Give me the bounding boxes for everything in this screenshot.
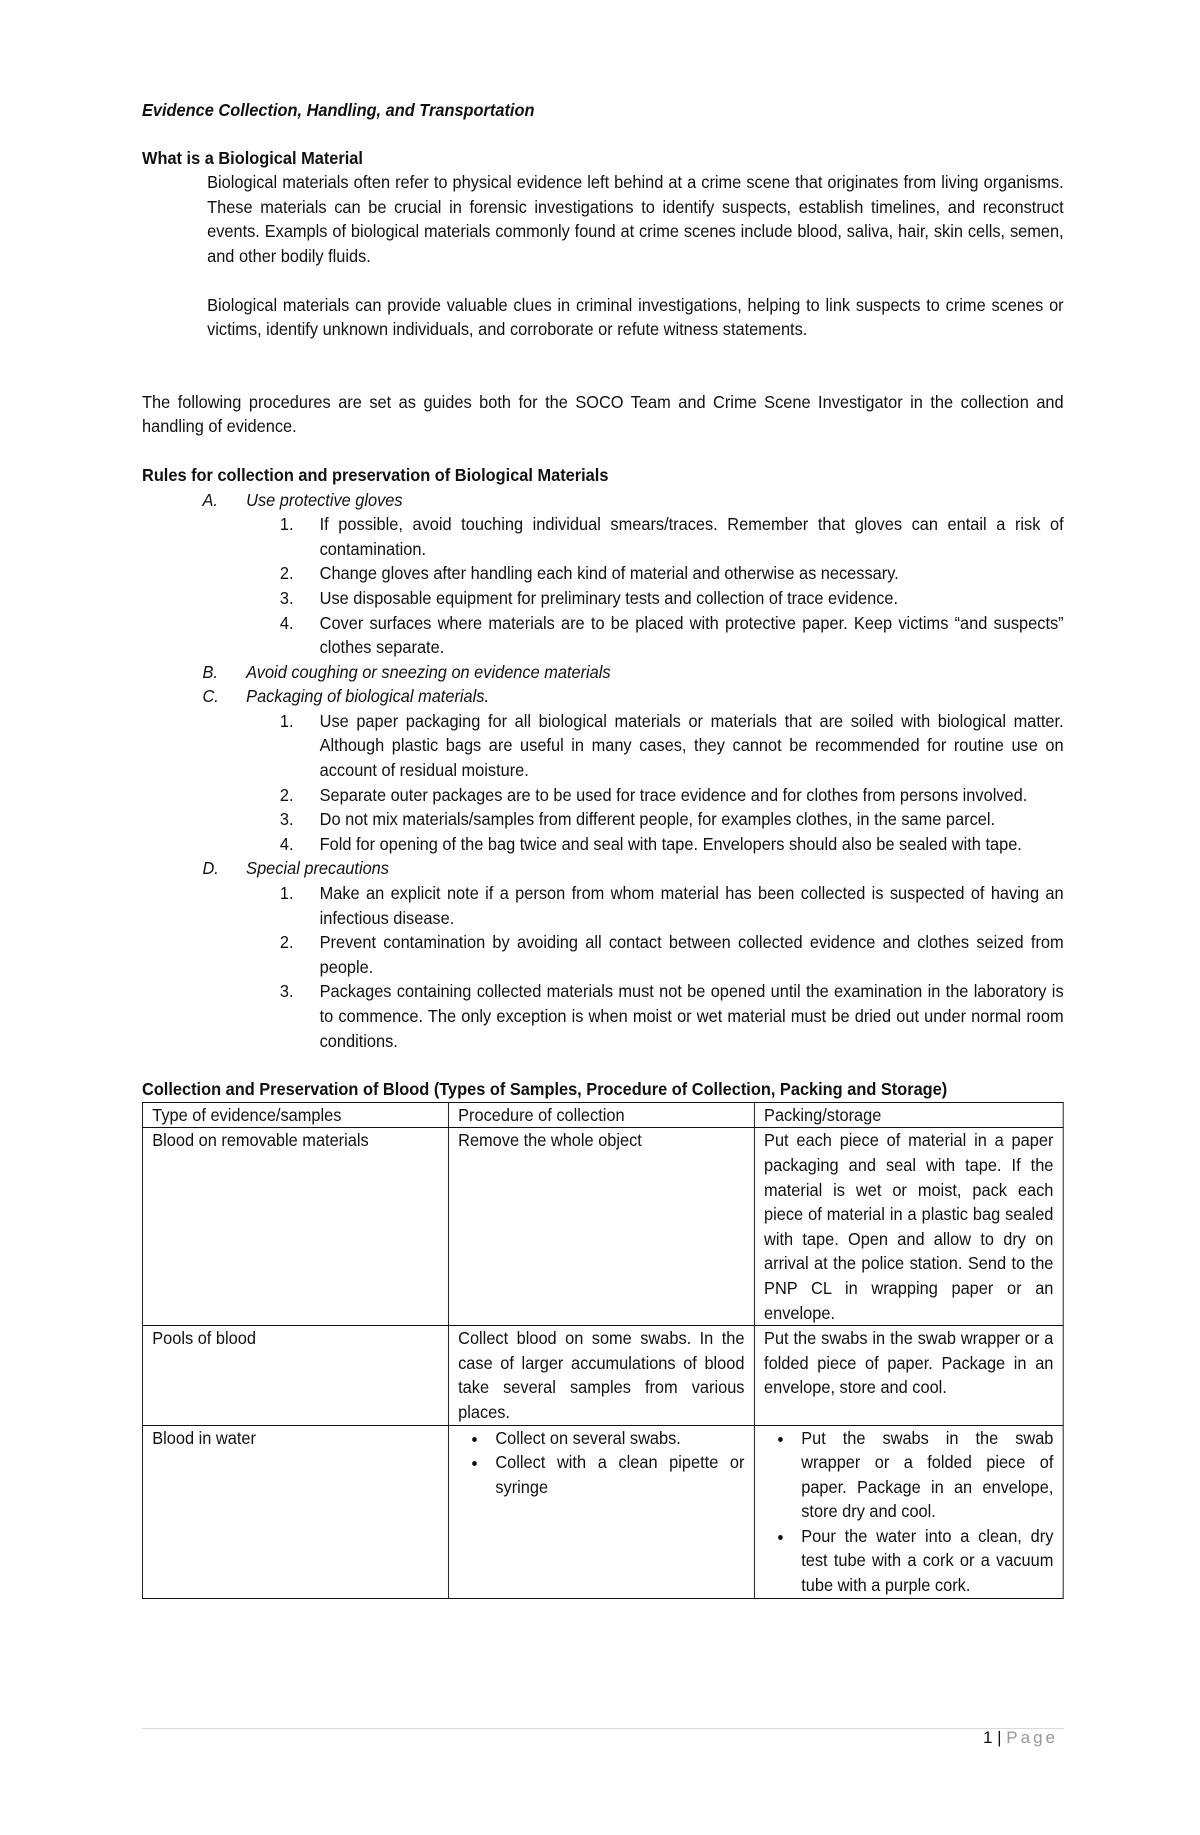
list-item: 4. Fold for opening of the bag twice and seal with tape. Envelopers should also be sealed with tape.	[279, 833, 1022, 854]
table-cell: Blood in water	[142, 1425, 448, 1598]
section-heading-biological-material: What is a Biological Material	[142, 147, 363, 168]
list-item: 1. If possible, avoid touching individual smears/traces. Remember that gloves can entail a risk of contamination.	[279, 514, 1064, 559]
column-header: Type of evidence/samples	[142, 1102, 448, 1128]
footer-separator: |	[997, 1728, 1002, 1747]
table-cell: Collect blood on some swabs. In the case of larger accumulations of blood take several samples from various places.	[448, 1326, 754, 1425]
table-title: Collection and Preservation of Blood (Types of Samples, Procedure of Collection, Packing and Storage)	[142, 1079, 948, 1100]
footer-divider	[142, 1728, 1064, 1729]
rule-B	[202, 660, 1063, 685]
page-number: 1	[982, 1728, 993, 1747]
page-footer	[983, 1728, 1058, 1748]
table-cell	[754, 1425, 1063, 1598]
list-item: 3. Packages containing collected materials must not be opened until the examination in the laboratory is to commence. The only exception is when moist or wet material must be dried out under normal room conditions.	[279, 981, 1064, 1051]
rule-label: C.	[202, 686, 219, 707]
table-cell	[448, 1425, 754, 1598]
list-item: • Collect with a clean pipette or syringe	[488, 1450, 745, 1499]
rules-section	[142, 463, 1064, 1053]
document-body	[142, 98, 1064, 1599]
table-cell: Remove the whole object	[448, 1128, 754, 1326]
list-item: • Collect on several swabs.	[488, 1426, 745, 1451]
column-header: Packing/storage	[754, 1102, 1063, 1128]
list-item: • Put the swabs in the swab wrapper or a folded piece of paper. Package in an envelope, store dry and cool.	[794, 1426, 1054, 1524]
list-item: 2. Change gloves after handling each kind of material and otherwise as necessary.	[279, 563, 899, 584]
rule-label: D.	[202, 858, 219, 879]
rule-C	[202, 684, 1063, 709]
list-item: 2. Prevent contamination by avoiding all contact between collected evidence and clothes seized from people.	[279, 932, 1064, 977]
table-cell: Put the swabs in the swab wrapper or a folded piece of paper. Package in an envelope, store and cool.	[754, 1326, 1063, 1425]
list-item: 3. Use disposable equipment for preliminary tests and collection of trace evidence.	[279, 587, 899, 608]
rule-A	[202, 488, 1063, 513]
page-label: Page	[1006, 1728, 1058, 1747]
table-row	[142, 1128, 1063, 1326]
bullet-list	[458, 1426, 744, 1500]
rule-label: B.	[202, 661, 218, 682]
intro-paragraph: The following procedures are set as guides both for the SOCO Team and Crime Scene Investigator in the collection and handling of evidence.	[142, 391, 1064, 437]
table-row	[142, 1326, 1063, 1425]
rule-title: Packaging of biological materials.	[246, 686, 490, 707]
column-header: Procedure of collection	[448, 1102, 754, 1128]
list-item: 1. Make an explicit note if a person from whom material has been collected is suspected of having an infectious disease.	[279, 883, 1064, 928]
rule-title: Avoid coughing or sneezing on evidence materials	[246, 661, 611, 682]
rule-label: A.	[202, 489, 218, 510]
table-row	[142, 1425, 1063, 1598]
paragraph: Biological materials can provide valuable clues in criminal investigations, helping to link suspects to crime scenes or victims, identify unknown individuals, and corroborate or refute witness statements.	[207, 294, 1064, 340]
table-header-row	[142, 1102, 1063, 1128]
table-cell: Put each piece of material in a paper packaging and seal with tape. If the material is wet or moist, pack each piece of material in a plastic bag sealed with tape. Open and allow to dry on arrival at the police station. Send to the PNP CL in wrapping paper or an envelope.	[754, 1128, 1063, 1326]
list-item: • Pour the water into a clean, dry test tube with a cork or a vacuum tube with a purple cork.	[794, 1524, 1054, 1598]
rule-D	[202, 856, 1063, 881]
rules-heading: Rules for collection and preservation of Biological Materials	[142, 464, 609, 485]
list-item: 2. Separate outer packages are to be used for trace evidence and for clothes from persons involved.	[279, 784, 1028, 805]
rule-title: Use protective gloves	[246, 489, 403, 510]
paragraph: Biological materials often refer to physical evidence left behind at a crime scene that originates from living organisms. These materials can be crucial in forensic investigations to identify suspects, establish timelines, and reconstruct events. Exampls of biological materials commonly found at crime scenes include blood, saliva, hair, skin cells, semen, and other bodily fluids.	[207, 172, 1064, 266]
rule-title: Special precautions	[246, 858, 389, 879]
table-cell: Blood on removable materials	[142, 1128, 448, 1326]
bullet-list	[764, 1426, 1053, 1598]
blood-collection-table	[142, 1102, 1064, 1599]
list-item: 1. Use paper packaging for all biological materials or materials that are soiled with biological matter. Although plastic bags are useful in many cases, they cannot be recommended for routine use on account of residual moisture.	[279, 710, 1064, 781]
document-title: Evidence Collection, Handling, and Transportation	[142, 100, 535, 120]
list-item: 4. Cover surfaces where materials are to be placed with protective paper. Keep victims “and suspects” clothes separate.	[279, 612, 1064, 658]
table-cell: Pools of blood	[142, 1326, 448, 1425]
list-item: 3. Do not mix materials/samples from different people, for examples clothes, in the same parcel.	[279, 809, 996, 830]
